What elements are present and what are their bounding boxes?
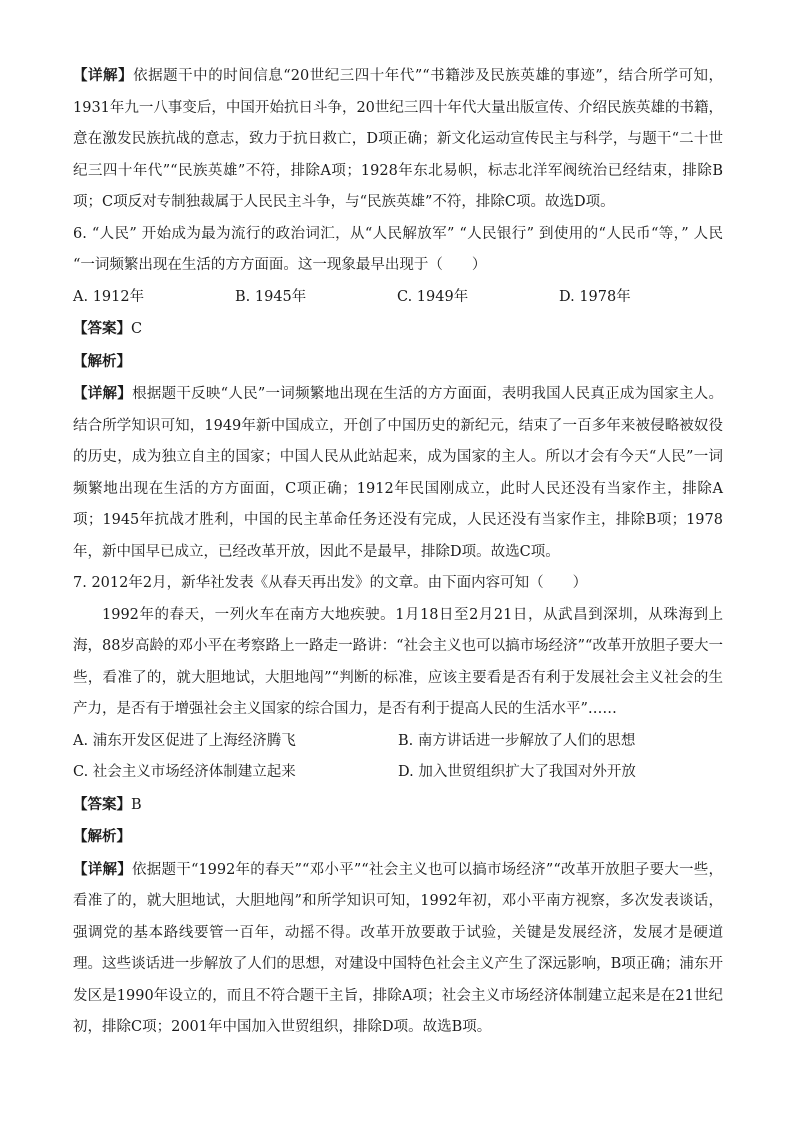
q6-detail-text: 根据题干反映“人民”一词频繁地出现在生活的方方面面，表明我国人民真正成为国家主人。结合所学知识可知，1949年新中国成立，开创了中国历史的新纪元，结束了一百多年来被侵略被奴役的历史，成为独立自主的国家；中国人民从此站起来，成为国家的主人。所以才会有今天“人民”一词频繁地出现在生活的方方面面，C项正确；1912年民国刚成立，此时人民还没有当家作主，排除A项；1945年抗战才胜利，中国的民主革命任务还没有完成，人民还没有当家作主，排除B项；1978年，新中国早已成立，已经改革开放，因此不是最早，排除D项。故选C项。: [73, 386, 723, 560]
q6-answer-tag: 【答案】: [73, 320, 131, 337]
q7-options-row-1: [73, 726, 723, 758]
document-content: [73, 60, 723, 1044]
q7-option-d: D. 加入世贸组织扩大了我国对外开放: [398, 764, 636, 780]
q5-detail-tag: 【详解】: [73, 67, 134, 84]
q7-detail-text: 依据题干“1992年的春天”“邓小平”“社会主义也可以搞市场经济”“改革开放胆子要大一些，看准了的，就大胆地试，大胆地闯”和所学知识可知，1992年初，邓小平南方视察，多次发表谈话，强调党的基本路线要管一百年，动摇不得。改革开放要敢于试验，关键是发展经济，发展才是硬道理。这些谈话进一步解放了人们的思想，对建设中国特色社会主义产生了深远影响，B项正确；浦东开发区是1990年设立的，而且不符合题干主旨，排除A项；社会主义市场经济体制建立起来是在21世纪初，排除C项；2001年中国加入世贸组织，排除D项。故选B项。: [73, 861, 723, 1035]
q5-detail-text: 依据题干中的时间信息“20世纪三四十年代”“书籍涉及民族英雄的事迹”，结合所学可知，1931年九一八事变后，中国开始抗日斗争，20世纪三四十年代大量出版宣传、介绍民族英雄的书籍，意在激发民族抗战的意志，致力于抗日救亡，D项正确；新文化运动宣传民主与科学，与题干“二十世纪三四十年代”“民族英雄”不符，排除A项；1928年东北易帜，标志北洋军阀统治已经结束，排除B项；C项反对专制独裁属于人民民主斗争，与“民族英雄”不符，排除C项。故选D项。: [73, 68, 723, 210]
q6-option-b: B. 1945年: [235, 288, 307, 305]
q6-options: [73, 282, 723, 314]
q7-answer-value: B: [131, 796, 142, 813]
q6-detail: [73, 378, 723, 568]
q7-material: 1992年的春天，一列火车在南方大地疾驶。1月18日至2月21日，从武昌到深圳，从珠海到上海，88岁高龄的邓小平在考察路上一路走一路讲：“社会主义也可以搞市场经济”“改革开放胆子要大一些，看准了的，就大胆地试，大胆地闯”“判断的标准，应该主要看是否有利于发展社会主义社会的生产力，是否有于增强社会主义国家的综合国力，是否有利于提高人民的生活水平”……: [73, 606, 723, 717]
q6-analysis-tag: 【解析】: [73, 352, 131, 370]
q6-detail-tag: 【详解】: [73, 385, 133, 402]
q7-detail-tag: 【详解】: [73, 860, 132, 878]
q6-option-d: D. 1978年: [559, 288, 631, 305]
q7-option-a: A. 浦东开发区促进了上海经济腾飞: [73, 732, 296, 749]
q7-option-c: C. 社会主义市场经济体制建立起来: [73, 764, 296, 780]
q6-analysis-heading: [73, 346, 723, 379]
q7-stem: 7. 2012年2月，新华社发表《从春天再出发》的文章。由下面内容可知（ ）: [73, 575, 588, 591]
q7-analysis-tag: 【解析】: [73, 828, 131, 845]
q7-answer-tag: 【答案】: [73, 795, 131, 813]
q5-detail: [73, 60, 723, 219]
q6-option-a: A. 1912年: [73, 288, 145, 305]
q6-option-c: C. 1949年: [397, 288, 469, 305]
q6-stem: 6. “人民” 开始成为最为流行的政治词汇，从“人民解放军” “人民银行” 到使用的“人民币“等，” 人民 “一词频繁出现在生活的方方面面。这一现象最早出现于（ ）: [73, 225, 723, 273]
q6-answer-value: C: [131, 321, 143, 337]
q7-options-row-2: [73, 757, 723, 789]
q7-answer: [73, 789, 723, 822]
q7-detail: [73, 854, 723, 1044]
q6-answer: [73, 313, 723, 346]
q7-analysis-heading: [73, 821, 723, 854]
q7-option-b: B. 南方讲话进一步解放了人们的思想: [398, 732, 636, 749]
